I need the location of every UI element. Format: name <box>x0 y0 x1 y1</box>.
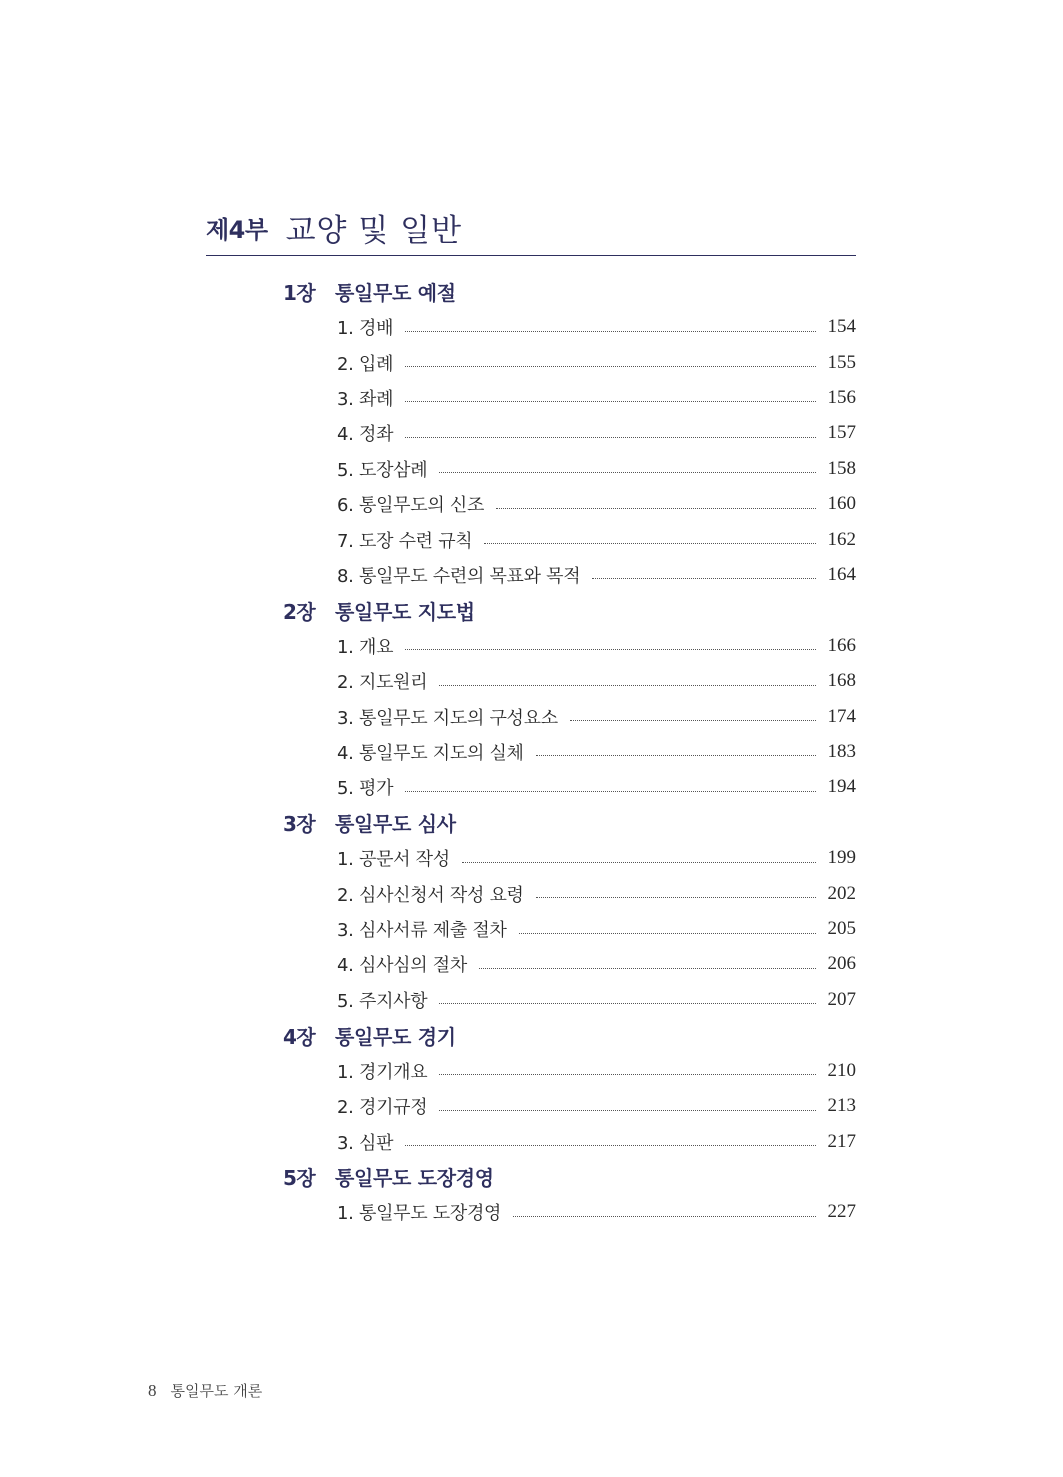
entry-label: 2. 입례 <box>337 353 394 375</box>
dot-leader <box>496 508 816 509</box>
entry-page-number: 158 <box>827 457 856 479</box>
toc-entry[interactable] <box>283 310 856 345</box>
dot-leader <box>592 578 816 579</box>
toc-entry[interactable] <box>283 664 856 699</box>
entry-page-number: 162 <box>827 528 856 550</box>
entry-page-number: 157 <box>827 422 856 444</box>
chapter-heading <box>283 1159 856 1195</box>
entry-label: 7. 도장 수련 규칙 <box>337 530 473 552</box>
entry-label: 1. 통일무도 도장경영 <box>337 1203 502 1225</box>
entry-page-number: 205 <box>827 918 856 940</box>
toc-entry[interactable] <box>283 947 856 982</box>
dot-leader <box>405 437 816 438</box>
entry-page-number: 199 <box>827 847 856 869</box>
entry-page-number: 207 <box>827 988 856 1010</box>
entry-label: 4. 심사심의 절차 <box>337 955 467 977</box>
toc-entry[interactable] <box>283 628 856 663</box>
page-footer <box>148 1380 262 1401</box>
entry-page-number: 168 <box>827 670 856 692</box>
entry-label: 3. 심사서류 제출 절차 <box>337 920 507 942</box>
dot-leader <box>439 1110 816 1111</box>
entry-page-number: 194 <box>827 776 856 798</box>
dot-leader <box>513 1216 816 1217</box>
dot-leader <box>439 685 816 686</box>
entry-label: 4. 통일무도 지도의 실체 <box>337 742 524 764</box>
dot-leader <box>570 720 816 721</box>
chapter-title: 통일무도 심사 <box>335 812 456 837</box>
entry-label: 2. 심사신청서 작성 요령 <box>337 884 524 906</box>
entry-label: 1. 공문서 작성 <box>337 849 450 871</box>
dot-leader <box>462 862 816 863</box>
entry-label: 3. 통일무도 지도의 구성요소 <box>337 707 558 729</box>
dot-leader <box>439 1074 816 1075</box>
entry-label: 5. 주지사항 <box>337 990 428 1012</box>
toc-entry[interactable] <box>283 876 856 911</box>
entry-label: 5. 도장삼례 <box>337 459 428 481</box>
dot-leader <box>519 933 816 934</box>
toc-entry[interactable] <box>283 1124 856 1159</box>
entry-label: 3. 좌례 <box>337 388 394 410</box>
part-title: 교양 및 일반 <box>285 213 463 249</box>
toc-entry[interactable] <box>283 557 856 592</box>
entry-page-number: 206 <box>827 953 856 975</box>
part-header <box>206 200 856 256</box>
chapter-title: 통일무도 예절 <box>335 281 456 306</box>
toc-entry[interactable] <box>283 982 856 1017</box>
entry-label: 2. 경기규정 <box>337 1097 428 1119</box>
entry-page-number: 202 <box>827 882 856 904</box>
table-of-contents <box>283 274 856 1230</box>
dot-leader <box>439 472 816 473</box>
part-label: 제4부 <box>206 216 268 244</box>
toc-entry[interactable] <box>283 486 856 521</box>
dot-leader <box>405 791 816 792</box>
entry-page-number: 155 <box>827 351 856 373</box>
chapter-title: 통일무도 지도법 <box>335 599 475 624</box>
dot-leader <box>484 543 816 544</box>
entry-label: 5. 평가 <box>337 778 394 800</box>
chapter-heading <box>283 1018 856 1054</box>
dot-leader <box>479 968 816 969</box>
entry-label: 3. 심판 <box>337 1132 394 1154</box>
entry-page-number: 166 <box>827 634 856 656</box>
toc-entry[interactable] <box>283 522 856 557</box>
chapter-heading <box>283 274 856 310</box>
entry-label: 6. 통일무도의 신조 <box>337 495 485 517</box>
toc-entry[interactable] <box>283 345 856 380</box>
entry-label: 1. 경배 <box>337 318 394 340</box>
page-number: 8 <box>148 1380 157 1400</box>
chapter-title: 통일무도 도장경영 <box>335 1166 494 1191</box>
chapter-heading <box>283 805 856 841</box>
dot-leader <box>439 1003 816 1004</box>
toc-entry[interactable] <box>283 734 856 769</box>
entry-page-number: 210 <box>827 1059 856 1081</box>
entry-page-number: 160 <box>827 493 856 515</box>
toc-entry[interactable] <box>283 841 856 876</box>
toc-entry[interactable] <box>283 770 856 805</box>
chapter-number: 3장 <box>283 812 316 837</box>
toc-entry[interactable] <box>283 416 856 451</box>
dot-leader <box>536 897 816 898</box>
entry-page-number: 183 <box>827 740 856 762</box>
entry-label: 4. 정좌 <box>337 424 394 446</box>
toc-entry[interactable] <box>283 451 856 486</box>
toc-entry[interactable] <box>283 1195 856 1230</box>
entry-page-number: 217 <box>827 1130 856 1152</box>
dot-leader <box>405 331 816 332</box>
entry-page-number: 213 <box>827 1095 856 1117</box>
entry-page-number: 174 <box>827 705 856 727</box>
entry-page-number: 156 <box>827 386 856 408</box>
entry-label: 1. 개요 <box>337 636 394 658</box>
toc-entry[interactable] <box>283 1088 856 1123</box>
toc-entry[interactable] <box>283 380 856 415</box>
entry-page-number: 154 <box>827 316 856 338</box>
dot-leader <box>405 649 816 650</box>
chapter-title: 통일무도 경기 <box>335 1024 456 1049</box>
entry-label: 8. 통일무도 수련의 목표와 목적 <box>337 565 581 587</box>
chapter-number: 4장 <box>283 1024 316 1049</box>
entry-label: 1. 경기개요 <box>337 1061 428 1083</box>
chapter-number: 5장 <box>283 1166 316 1191</box>
dot-leader <box>536 755 816 756</box>
entry-label: 2. 지도원리 <box>337 672 428 694</box>
chapter-heading <box>283 593 856 629</box>
dot-leader <box>405 366 816 367</box>
chapter-number: 1장 <box>283 281 316 306</box>
chapter-number: 2장 <box>283 599 316 624</box>
entry-page-number: 164 <box>827 563 856 585</box>
book-title: 통일무도 개론 <box>170 1382 263 1400</box>
toc-entry[interactable] <box>283 911 856 946</box>
entry-page-number: 227 <box>827 1201 856 1223</box>
dot-leader <box>405 401 816 402</box>
toc-entry[interactable] <box>283 1053 856 1088</box>
dot-leader <box>405 1145 816 1146</box>
toc-entry[interactable] <box>283 699 856 734</box>
